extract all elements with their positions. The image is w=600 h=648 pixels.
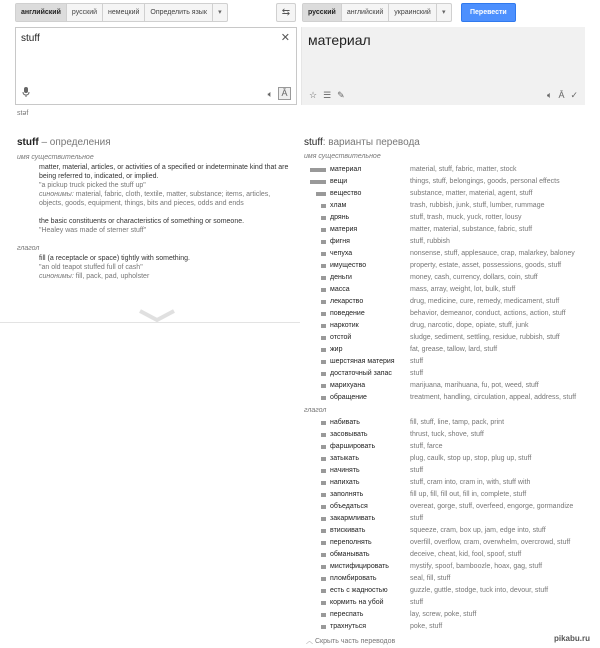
translation-row	[304, 537, 586, 549]
frequency-bar	[321, 264, 326, 268]
translation-word[interactable]: хлам	[330, 202, 347, 209]
frequency-bar	[321, 312, 326, 316]
microphone-icon[interactable]	[22, 87, 30, 99]
frequency-bar	[321, 276, 326, 280]
source-lang-english[interactable]: английский	[16, 4, 67, 21]
virtual-keyboard-icon[interactable]: Ā	[278, 87, 291, 100]
check-icon[interactable]: ✓	[570, 90, 578, 100]
frequency-bar	[321, 396, 326, 400]
synonyms-label: синонимы:	[39, 273, 74, 280]
translation-synonyms[interactable]: stuff	[410, 467, 424, 474]
translation-row	[304, 621, 586, 633]
definition-synonyms	[39, 190, 289, 208]
translation-synonyms[interactable]: trash, rubbish, junk, stuff, lumber, rummage	[410, 202, 545, 209]
definition-entry	[39, 254, 289, 281]
speaker-icon[interactable]: 🔈︎	[267, 88, 273, 99]
translation-synonyms[interactable]: stuff	[410, 370, 424, 377]
transliteration: stəf	[17, 110, 29, 117]
translation-word[interactable]: фаршировать	[330, 443, 376, 450]
frequency-bar	[321, 252, 326, 256]
swap-languages-button[interactable]	[276, 3, 296, 22]
translation-synonyms[interactable]: stuff, trash, muck, yuck, rotter, lousy	[410, 214, 522, 221]
target-lang-dropdown[interactable]	[437, 4, 451, 21]
detect-language-button[interactable]: Определить язык	[145, 4, 213, 21]
frequency-bar	[321, 384, 326, 388]
speaker-icon[interactable]: 🔈︎	[547, 90, 553, 100]
translate-button[interactable]: Перевести	[461, 3, 516, 22]
translation-row	[304, 272, 586, 284]
frequency-bar	[310, 168, 326, 172]
source-lang-dropdown[interactable]	[213, 4, 227, 21]
definitions-heading	[17, 137, 111, 148]
definition-text: fill (a receptacle or space) tightly with something.	[39, 255, 190, 262]
translation-row	[304, 501, 586, 513]
top-toolbar	[0, 0, 600, 28]
translation-row	[304, 489, 586, 501]
translation-synonyms[interactable]: treatment, handling, circulation, appeal, address, stuff	[410, 394, 577, 401]
translation-row	[304, 176, 586, 188]
frequency-bar	[321, 445, 326, 449]
translation-box	[301, 27, 585, 105]
translation-word[interactable]: поведение	[330, 310, 365, 317]
translation-word[interactable]: фигня	[330, 238, 350, 245]
frequency-bar	[321, 240, 326, 244]
translation-synonyms[interactable]: substance, matter, material, agent, stuff	[410, 190, 533, 197]
translation-synonyms[interactable]: plug, caulk, stop up, stop, plug up, stuff	[410, 455, 532, 462]
translation-synonyms[interactable]: property, estate, asset, possessions, goods, stuff	[410, 262, 562, 269]
edit-pencil-icon[interactable]: ✎	[337, 90, 345, 100]
star-icon[interactable]: ☆	[309, 90, 318, 100]
translation-word[interactable]: заполнять	[330, 491, 364, 498]
target-lang-russian[interactable]: русский	[303, 4, 342, 21]
translations-heading-suffix: : варианты перевода	[322, 137, 420, 148]
frequency-bar	[321, 493, 326, 497]
translation-row	[304, 453, 586, 465]
translation-word[interactable]: объедаться	[330, 503, 368, 510]
translation-word[interactable]: закармливать	[330, 515, 376, 522]
source-language-bar	[15, 3, 228, 22]
target-language-bar	[302, 3, 452, 22]
frequency-bar	[321, 228, 326, 232]
frequency-bar	[310, 180, 326, 184]
translation-word[interactable]: деньги	[330, 274, 352, 281]
translation-row	[304, 573, 586, 585]
translation-synonyms[interactable]: stuff, rubbish	[410, 238, 450, 245]
frequency-bar	[321, 481, 326, 485]
translation-row	[304, 417, 586, 429]
translation-word[interactable]: есть с жадностью	[330, 587, 388, 594]
translation-word[interactable]: лекарство	[330, 298, 364, 305]
translation-row	[304, 561, 586, 573]
translations-word: stuff	[304, 137, 323, 148]
translation-synonyms[interactable]: squeeze, cram, box up, jam, edge into, stuff	[410, 527, 546, 534]
translation-row	[304, 248, 586, 260]
translation-row	[304, 429, 586, 441]
frequency-bar	[321, 288, 326, 292]
translation-right-tools	[547, 89, 578, 101]
source-lang-russian[interactable]: русский	[67, 4, 103, 21]
definition-text: the basic constituents or characteristics of something or someone.	[39, 218, 245, 225]
clear-icon[interactable]: ✕	[280, 32, 290, 44]
translation-synonyms[interactable]: stuff, cram into, cram in, with, stuff with	[410, 479, 531, 486]
translation-synonyms[interactable]: mass, array, weight, lot, bulk, stuff	[410, 286, 516, 293]
translation-row	[304, 260, 586, 272]
source-text[interactable]: stuff	[21, 33, 40, 44]
target-lang-ukrainian[interactable]: украинский	[389, 4, 437, 21]
synonyms-label: синонимы:	[39, 191, 74, 198]
translation-word[interactable]: вещество	[330, 190, 362, 197]
chevron-up-icon: ︿	[306, 638, 313, 645]
translation-row	[304, 585, 586, 597]
synonyms-list[interactable]: fill, pack, pad, upholster	[75, 273, 150, 280]
translation-row	[304, 380, 586, 392]
translation-synonyms[interactable]: overfill, overflow, cram, overwhelm, overcrowd, stuff	[410, 539, 571, 546]
verb-translations-list	[304, 417, 586, 633]
translation-word[interactable]: затыкать	[330, 455, 359, 462]
translation-word[interactable]: марихуана	[330, 382, 366, 389]
translation-row	[304, 164, 586, 176]
frequency-bar	[321, 565, 326, 569]
translation-word[interactable]: достаточный запас	[330, 370, 392, 377]
translation-word[interactable]: засовывать	[330, 431, 368, 438]
translation-row	[304, 200, 586, 212]
translation-row	[304, 441, 586, 453]
translation-row	[304, 284, 586, 296]
translation-row	[304, 356, 586, 368]
frequency-bar	[321, 517, 326, 521]
frequency-bar	[321, 216, 326, 220]
frequency-bar	[321, 529, 326, 533]
translation-row	[304, 513, 586, 525]
definitions-word: stuff	[17, 137, 39, 148]
hide-translations-label: Скрыть часть переводов	[314, 638, 396, 645]
translation-word[interactable]: жир	[330, 346, 343, 353]
translation-synonyms[interactable]: stuff	[410, 599, 424, 606]
translation-word[interactable]: дрянь	[330, 214, 350, 221]
translation-synonyms[interactable]: sludge, sediment, settling, residue, rubbish, stuff	[410, 334, 560, 341]
translation-row	[304, 308, 586, 320]
translation-row	[304, 332, 586, 344]
frequency-bar	[321, 336, 326, 340]
translation-word[interactable]: чепуха	[330, 250, 353, 257]
translation-row	[304, 344, 586, 356]
translation-left-tools	[309, 89, 345, 101]
transliteration-icon[interactable]: Ā	[558, 90, 565, 100]
divider	[0, 322, 300, 323]
definition-entry	[39, 163, 289, 208]
translation-word[interactable]: переспать	[330, 611, 364, 618]
frequency-bar	[321, 541, 326, 545]
watermark: pikabu.ru	[554, 634, 591, 643]
translation-row	[304, 525, 586, 537]
frequency-bar	[316, 192, 326, 196]
translation-word[interactable]: втискивать	[330, 527, 366, 534]
pos-label: имя существительное	[17, 154, 94, 161]
translation-synonyms[interactable]: fill, stuff, line, tamp, pack, print	[410, 419, 505, 426]
frequency-bar	[321, 589, 326, 593]
swap-icon: ⇆	[281, 7, 291, 18]
translation-word[interactable]: вещи	[330, 178, 348, 185]
frequency-bar	[321, 372, 326, 376]
translation-synonyms[interactable]: matter, material, substance, fabric, stuff	[410, 226, 533, 233]
translation-synonyms[interactable]: lay, screw, poke, stuff	[410, 611, 477, 618]
translation-synonyms[interactable]: nonsense, stuff, applesauce, crap, malarkey, baloney	[410, 250, 575, 257]
definition-example: "an old teapot stuffed full of cash"	[39, 264, 143, 271]
translation-word[interactable]: отстой	[330, 334, 352, 341]
translation-synonyms[interactable]: guzzle, guttle, stodge, tuck into, devour, stuff	[410, 587, 549, 594]
translation-word[interactable]: начинять	[330, 467, 360, 474]
definition-entry	[39, 217, 289, 235]
translation-row	[304, 477, 586, 489]
translations-heading	[304, 137, 420, 148]
frequency-bar	[321, 324, 326, 328]
translation-word[interactable]: шерстяная материя	[330, 358, 395, 365]
translation-row	[304, 392, 586, 404]
translation-row	[304, 224, 586, 236]
noun-translations-list	[304, 164, 586, 404]
definitions-heading-suffix: – определения	[38, 137, 111, 148]
translation-synonyms[interactable]: stuff, farce	[410, 443, 443, 450]
translation-synonyms[interactable]: things, stuff, belongings, goods, personal effects	[410, 178, 560, 185]
frequency-bar	[321, 613, 326, 617]
translation-word[interactable]: трахнуться	[330, 623, 367, 630]
translation-synonyms[interactable]: mystify, spoof, bamboozle, hoax, gag, stuff	[410, 563, 543, 570]
frequency-bar	[321, 577, 326, 581]
translation-row	[304, 597, 586, 609]
translation-word[interactable]: обманывать	[330, 551, 370, 558]
translation-word[interactable]: набивать	[330, 419, 360, 426]
translation-word[interactable]: масса	[330, 286, 350, 293]
translation-synonyms[interactable]: money, cash, currency, dollars, coin, stuff	[410, 274, 538, 281]
pos-label-noun: имя существительное	[304, 153, 381, 160]
translation-row	[304, 549, 586, 561]
frequency-bar	[321, 300, 326, 304]
source-lang-german[interactable]: немецкий	[103, 4, 145, 21]
translation-row	[304, 465, 586, 477]
source-tools	[268, 87, 291, 100]
frequency-bar	[321, 360, 326, 364]
definition-text: matter, material, articles, or activities of a specified or indeterminate kind that are being referred to, indicated, or implied.	[39, 164, 289, 180]
frequency-bar	[321, 348, 326, 352]
list-icon[interactable]: ☰	[323, 90, 332, 100]
translation-word[interactable]: напихать	[330, 479, 360, 486]
synonyms-list[interactable]: material, fabric, cloth, textile, matter, substance; items, articles, objects, goods, equipment, things, bits and pieces, odds and ends	[39, 191, 271, 207]
translation-row	[304, 236, 586, 248]
translation-word[interactable]: материал	[330, 166, 362, 173]
translation-synonyms[interactable]: stuff	[410, 358, 424, 365]
translation-row	[304, 368, 586, 380]
definition-example: "a pickup truck picked the stuff up"	[39, 182, 146, 189]
frequency-bar	[321, 457, 326, 461]
translation-synonyms[interactable]: material, stuff, fabric, matter, stock	[410, 166, 517, 173]
translation-synonyms[interactable]: overeat, gorge, stuff, overfeed, engorge, gormandize	[410, 503, 574, 510]
translation-row	[304, 188, 586, 200]
translation-row	[304, 212, 586, 224]
frequency-bar	[321, 601, 326, 605]
pos-label-verb: глагол	[304, 407, 327, 414]
translation-word[interactable]: переполнять	[330, 539, 372, 546]
translation-word[interactable]: мистифицировать	[330, 563, 389, 570]
definition-example: "Healey was made of sterner stuff"	[39, 227, 147, 234]
chevron-down-icon: ▾	[218, 9, 222, 16]
translation-word[interactable]: имущество	[330, 262, 367, 269]
translation-row	[304, 296, 586, 308]
definition-synonyms	[39, 272, 289, 281]
translation-synonyms[interactable]: stuff	[410, 515, 424, 522]
translation-text: материал	[308, 32, 371, 48]
translation-synonyms[interactable]: poke, stuff	[410, 623, 443, 630]
translation-synonyms[interactable]: drug, narcotic, dope, opiate, stuff, junk	[410, 322, 529, 329]
translation-row	[304, 320, 586, 332]
translation-word[interactable]: пломбировать	[330, 575, 377, 582]
frequency-bar	[321, 433, 326, 437]
pos-label: глагол	[17, 245, 40, 252]
translation-synonyms[interactable]: fat, grease, tallow, lard, stuff	[410, 346, 498, 353]
translation-synonyms[interactable]: marijuana, marihuana, fu, pot, weed, stuff	[410, 382, 539, 389]
frequency-bar	[321, 204, 326, 208]
translation-word[interactable]: обращение	[330, 394, 367, 401]
translation-word[interactable]: наркотик	[330, 322, 359, 329]
chevron-down-icon: ▾	[442, 9, 446, 16]
frequency-bar	[321, 469, 326, 473]
hide-translations-link[interactable]	[306, 636, 395, 646]
translation-synonyms[interactable]: thrust, tuck, shove, stuff	[410, 431, 484, 438]
frequency-bar	[321, 505, 326, 509]
frequency-bar	[321, 553, 326, 557]
translation-synonyms[interactable]: behavior, demeanor, conduct, actions, action, stuff	[410, 310, 566, 317]
definitions-list	[17, 151, 289, 281]
translation-synonyms[interactable]: fill up, fill, fill out, fill in, complete, stuff	[410, 491, 527, 498]
frequency-bar	[321, 421, 326, 425]
source-text-box[interactable]	[15, 27, 297, 105]
target-lang-english[interactable]: английский	[342, 4, 389, 21]
translation-row	[304, 609, 586, 621]
translation-synonyms[interactable]: deceive, cheat, kid, fool, spoof, stuff	[410, 551, 522, 558]
translation-synonyms[interactable]: drug, medicine, cure, remedy, medicament, stuff	[410, 298, 560, 305]
translation-word[interactable]: кормить на убой	[330, 599, 384, 606]
translation-word[interactable]: материя	[330, 226, 358, 233]
frequency-bar	[321, 625, 326, 629]
translation-synonyms[interactable]: seal, fill, stuff	[410, 575, 451, 582]
